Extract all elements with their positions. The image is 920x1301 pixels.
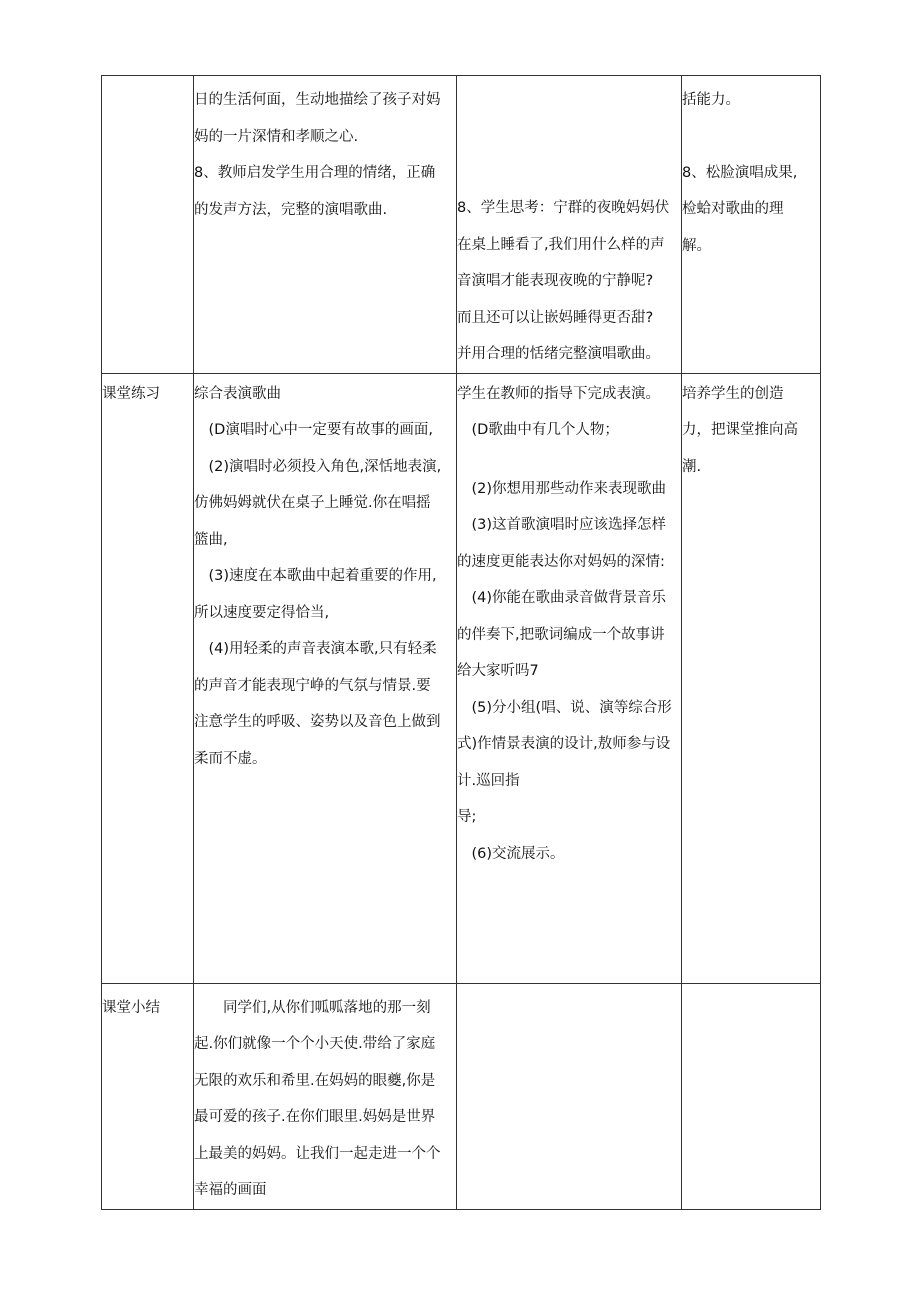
text-line: 潮. xyxy=(682,458,702,475)
text-line: (2)你想用那些动作来表现歌曲 xyxy=(457,480,667,497)
text-line: 计.巡回指 xyxy=(457,772,520,789)
table-row-classroom-practice xyxy=(102,373,821,983)
text-line: 的速度更能表达你对妈妈的深情: xyxy=(457,553,665,570)
text-line: 而且还可以让嵌妈睡得更否甜? xyxy=(457,309,654,326)
text-line: 学生在教师的指导下完成表演。 xyxy=(457,385,660,402)
lesson-plan-table xyxy=(101,75,821,1210)
text-line: (4)你能在歌曲录音做背景音乐 xyxy=(457,590,667,606)
text-line: (D歌曲中有几个人物； xyxy=(457,422,619,438)
text-line: 最可爱的孩子.在你们眼里.妈妈是世界 xyxy=(194,1109,436,1125)
text-line: 括能力。 xyxy=(682,92,740,108)
teacher-activity-cell xyxy=(194,373,457,983)
teacher-activity-cell xyxy=(194,983,457,1209)
text-line: 培养学生的创造 xyxy=(682,385,784,402)
design-intent-cell xyxy=(682,76,821,374)
text-line: 起.你们就像一个个小天使.带给了家庭 xyxy=(194,1036,436,1052)
text-line: 音演唱才能表现夜晚的宁静呢? xyxy=(457,273,654,289)
text-line: 的声音才能表现宁峥的气氛与情景.要 xyxy=(194,677,431,694)
text-line: 柔而不虚。 xyxy=(194,750,267,767)
text-line: 无限的欢乐和希里.在妈妈的眼夔,你是 xyxy=(194,1072,436,1089)
row-heading-cell xyxy=(102,76,194,374)
text-line: 检蛤对歌曲的理 xyxy=(682,201,784,217)
text-line: 8、松脸演唱成果, xyxy=(682,164,798,181)
text-line: 妈的一片深情和孝顺之心. xyxy=(194,128,359,145)
text-line: 幸福的画面 xyxy=(194,1182,267,1198)
teacher-activity-cell xyxy=(194,76,457,374)
text-line: 篮曲, xyxy=(194,531,228,548)
student-activity-cell xyxy=(457,373,682,983)
text-line: 综合表演歌曲 xyxy=(194,385,281,402)
table-row-continuation xyxy=(102,76,821,374)
row-heading: 课堂练习 xyxy=(102,385,160,402)
text-line: 的伴奏下,把歌词编成一个故事讲 xyxy=(457,626,665,643)
text-line: 8、教师启发学生用合理的情绪，正确 xyxy=(194,165,436,181)
text-line: (3)速度在本歌曲中起着重要的作用, xyxy=(194,568,437,584)
student-activity-cell xyxy=(457,983,682,1209)
row-heading-cell xyxy=(102,373,194,983)
text-line: 力，把课堂推向高 xyxy=(682,422,798,438)
text-line: 并用合理的恬绪完整演唱歌曲。 xyxy=(457,346,660,362)
text-line: (2)演唱时必须投入角色,深恬地表演, xyxy=(194,458,442,475)
text-line: 的发声方法，完整的演唱歌曲. xyxy=(194,201,388,218)
text-line: (D演唱时心中一定要有故事的画面, xyxy=(194,422,433,438)
text-line: 给大家听吗7 xyxy=(457,663,539,679)
text-line: (4)用轻柔的声音表演本歌,只有轻柔 xyxy=(194,641,437,657)
text-line: 所以速度要定得恰当, xyxy=(194,604,330,621)
text-line: 上最美的妈妈。让我们一起走进一个个 xyxy=(194,1145,441,1162)
text-line: (5)分小组(唱、说、演等综合形 xyxy=(457,699,672,716)
text-line: 式)作情景表演的设计,敖师参与设 xyxy=(457,736,671,752)
table-row-classroom-summary xyxy=(102,983,821,1209)
text-line: 导; xyxy=(457,809,477,825)
text-line: (3)这首歌演唱时应该选择怎样 xyxy=(457,517,667,533)
text-line: 在桌上睡看了,我们用什么样的声 xyxy=(457,236,665,253)
design-intent-cell xyxy=(682,983,821,1209)
design-intent-cell xyxy=(682,373,821,983)
row-heading-cell xyxy=(102,983,194,1209)
row-heading: 课堂小结 xyxy=(102,999,160,1016)
student-activity-cell xyxy=(457,76,682,374)
text-line: 日的生活何面，生动地描绘了孩子对妈 xyxy=(194,92,441,108)
text-line: 注意学生的呼吸、姿势以及音色上做到 xyxy=(194,714,441,730)
text-line: (6)交流展示。 xyxy=(457,845,565,862)
text-line: 8、学生思考：宁群的夜晚妈妈伏 xyxy=(457,200,670,216)
text-line: 解。 xyxy=(682,237,711,254)
text-line: 同学们,从你们呱呱落地的那一刻 xyxy=(194,999,431,1016)
text-line: 仿佛妈姆就伏在桌子上睡觉.你在唱摇 xyxy=(194,495,431,511)
